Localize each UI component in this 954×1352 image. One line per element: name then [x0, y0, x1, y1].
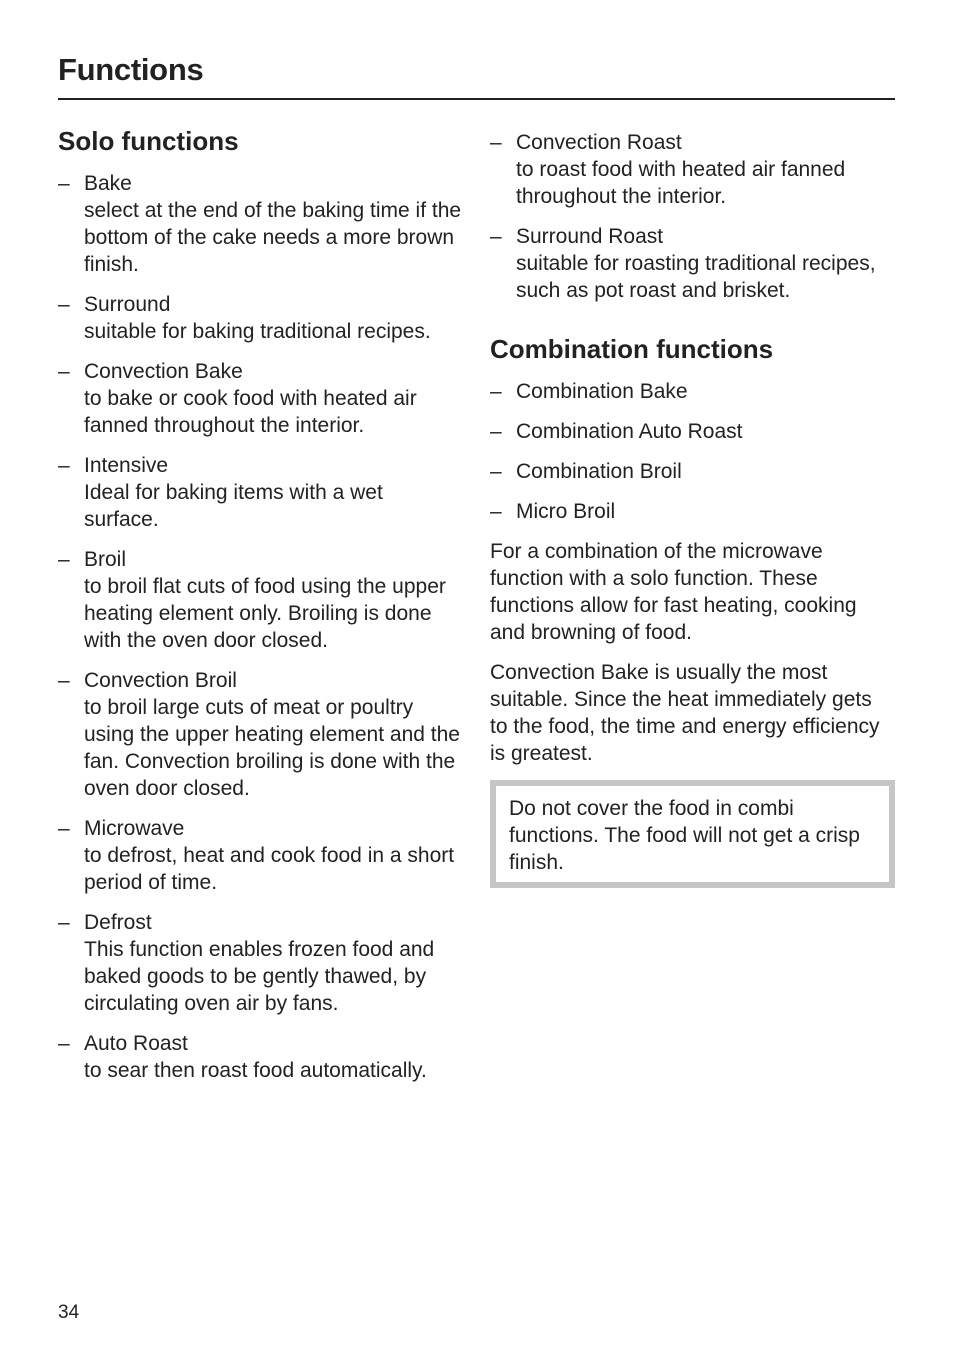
right-column: [490, 124, 895, 888]
function-name: Broil: [84, 548, 127, 571]
solo-functions-list: [58, 170, 463, 1084]
dash-marker: –: [58, 360, 70, 383]
dash-marker: –: [490, 225, 502, 248]
dash-marker: –: [58, 669, 70, 692]
list-item: [58, 1030, 463, 1084]
function-name: Surround: [84, 293, 171, 316]
list-item: [490, 378, 895, 405]
convection-bake-paragraph: Convection Bake is usually the most suitable. Since the heat immediately gets to the food, the time and energy efficiency is greatest.: [490, 661, 880, 765]
combination-functions-list: [490, 378, 895, 525]
dash-marker: –: [58, 911, 70, 934]
dash-marker: –: [490, 460, 502, 483]
function-name: Convection Roast: [516, 131, 682, 154]
function-name: Microwave: [84, 817, 185, 840]
function-description: to bake or cook food with heated air fanned throughout the interior.: [84, 387, 417, 437]
function-name: Combination Broil: [516, 460, 682, 483]
list-item: [490, 458, 895, 485]
note-box: [490, 780, 895, 888]
function-description: suitable for roasting traditional recipes, such as pot roast and brisket.: [516, 252, 876, 302]
list-item: [490, 223, 895, 304]
list-item: [58, 452, 463, 533]
combination-functions-heading: Combination functions: [490, 334, 774, 364]
dash-marker: –: [58, 172, 70, 195]
function-name: Bake: [84, 172, 132, 195]
dash-marker: –: [58, 1032, 70, 1055]
dash-marker: –: [58, 454, 70, 477]
list-item: [490, 418, 895, 445]
function-description: to broil flat cuts of food using the upper heating element only. Broiling is done with the oven door closed.: [84, 575, 446, 652]
function-description: to sear then roast food automatically.: [84, 1059, 427, 1082]
function-description: to defrost, heat and cook food in a short period of time.: [84, 844, 455, 894]
dash-marker: –: [490, 380, 502, 403]
list-item: [58, 170, 463, 278]
function-name: Defrost: [84, 911, 152, 934]
dash-marker: –: [58, 548, 70, 571]
function-description: suitable for baking traditional recipes.: [84, 320, 431, 343]
list-item: [490, 498, 895, 525]
dash-marker: –: [490, 131, 502, 154]
function-name: Convection Bake: [84, 360, 243, 383]
function-description: select at the end of the baking time if the bottom of the cake needs a more brown finish.: [84, 199, 462, 276]
function-description: to roast food with heated air fanned throughout the interior.: [516, 158, 846, 208]
function-name: Combination Bake: [516, 380, 688, 403]
list-item: [58, 291, 463, 345]
combination-intro-paragraph: For a combination of the microwave function with a solo function. These functions allow for fast heating, cooking and browning of food.: [490, 540, 857, 644]
list-item: [58, 667, 463, 802]
list-item: [58, 546, 463, 654]
list-item: [58, 358, 463, 439]
function-description: This function enables frozen food and baked goods to be gently thawed, by circulating oven air by fans.: [84, 938, 435, 1015]
solo-functions-heading: Solo functions: [58, 126, 239, 156]
function-name: Combination Auto Roast: [516, 420, 743, 443]
dash-marker: –: [58, 817, 70, 840]
function-description: to broil large cuts of meat or poultry using the upper heating element and the fan. Convection broiling is done with the oven door closed.: [84, 696, 460, 800]
function-name: Surround Roast: [516, 225, 664, 248]
dash-marker: –: [58, 293, 70, 316]
function-name: Intensive: [84, 454, 169, 477]
list-item: [490, 129, 895, 210]
function-name: Auto Roast: [84, 1032, 188, 1055]
list-item: [58, 815, 463, 896]
left-column: [58, 124, 463, 1097]
dash-marker: –: [490, 500, 502, 523]
title-divider: [58, 98, 895, 100]
note-text: Do not cover the food in combi functions. The food will not get a crisp finish.: [509, 797, 860, 874]
page-number: 34: [58, 1302, 80, 1323]
function-description: Ideal for baking items with a wet surface.: [84, 481, 383, 531]
function-name: Convection Broil: [84, 669, 237, 692]
solo-functions-list-continued: [490, 129, 895, 304]
page-title: Functions: [58, 52, 204, 87]
dash-marker: –: [490, 420, 502, 443]
function-name: Micro Broil: [516, 500, 616, 523]
list-item: [58, 909, 463, 1017]
